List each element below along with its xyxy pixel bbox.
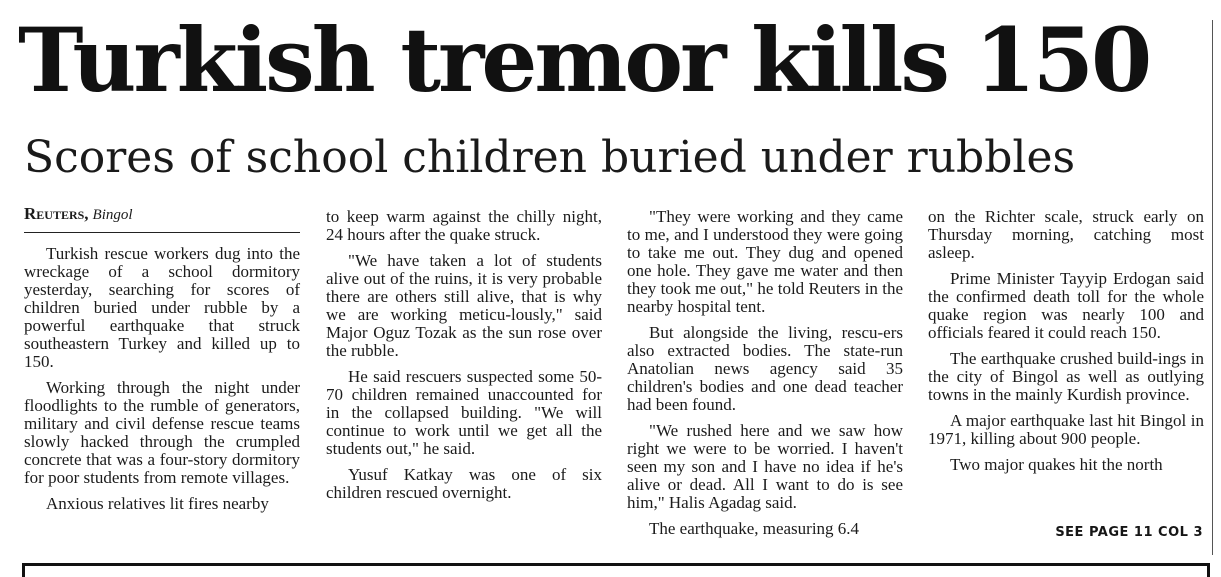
byline-agency: Reuters, [24, 204, 89, 223]
column-rule [1212, 20, 1213, 555]
paragraph: The earthquake, measuring 6.4 [649, 519, 860, 538]
article-column-2 [326, 208, 602, 510]
paragraph: The earthquake crushed build-ings in the city of Bingol as well as outlying towns in the mainly Kurdish province. [928, 349, 1204, 404]
paragraph: to keep warm against the chilly night, 24 hours after the quake struck. [326, 207, 602, 244]
byline [24, 205, 300, 233]
paragraph: Working through the night under floodlights to the rumble of generators, military and civil defense rescue teams slowly hacked through the crumpled concrete that was a four-story dormitory for poor students from remote villages. [24, 378, 300, 487]
paragraph: Anxious relatives lit fires nearby [46, 494, 269, 513]
paragraph: He said rescuers suspected some 50-70 children remained unaccounted for in the collapsed building. "We will continue to work until we get all the students out," he said. [326, 367, 602, 458]
paragraph: Turkish rescue workers dug into the wreckage of a school dormitory yesterday, searching for scores of children buried under rubble by a powerful earthquake that struck southeastern Turkey and killed up to 150. [24, 244, 300, 371]
subheadline: Scores of school children buried under rubbles [24, 132, 1076, 183]
article-column-1 [24, 205, 300, 521]
jump-line: SEE PAGE 11 COL 3 [1055, 525, 1203, 540]
paragraph: "They were working and they came to me, and I understood they were going to take me out. They dug and opened one hole. They gave me water and then they took me out," he told Reuters in the nearby hospital tent. [627, 207, 903, 316]
paragraph: "We have taken a lot of students alive out of the ruins, it is very probable there are others still alive, that is why we are working meticu-lously," said Major Oguz Tozak as the sun rose over the rubble. [326, 251, 602, 360]
paragraph: "We rushed here and we saw how right we were to be worried. I haven't seen my son and I have no idea if he's alive or dead. All I want to do is see him," Halis Agadag said. [627, 421, 903, 512]
paragraph: Yusuf Katkay was one of six children rescued overnight. [326, 465, 602, 502]
paragraph: on the Richter scale, struck early on Thursday morning, catching most asleep. [928, 207, 1204, 262]
headline: Turkish tremor kills 150 [18, 8, 1150, 112]
paragraph: Two major quakes hit the north [950, 455, 1163, 474]
next-article-box [22, 563, 1210, 577]
paragraph: A major earthquake last hit Bingol in 1971, killing about 900 people. [928, 411, 1204, 448]
article-column-3 [627, 208, 903, 546]
byline-location: Bingol [92, 207, 133, 223]
paragraph: Prime Minister Tayyip Erdogan said the confirmed death toll for the whole quake region was nearly 100 and officials feared it could reach 150. [928, 269, 1204, 342]
article-column-4 [928, 208, 1204, 482]
paragraph: But alongside the living, rescu-ers also extracted bodies. The state-run Anatolian news agency said 35 children's bodies and one dead teacher had been found. [627, 323, 903, 414]
